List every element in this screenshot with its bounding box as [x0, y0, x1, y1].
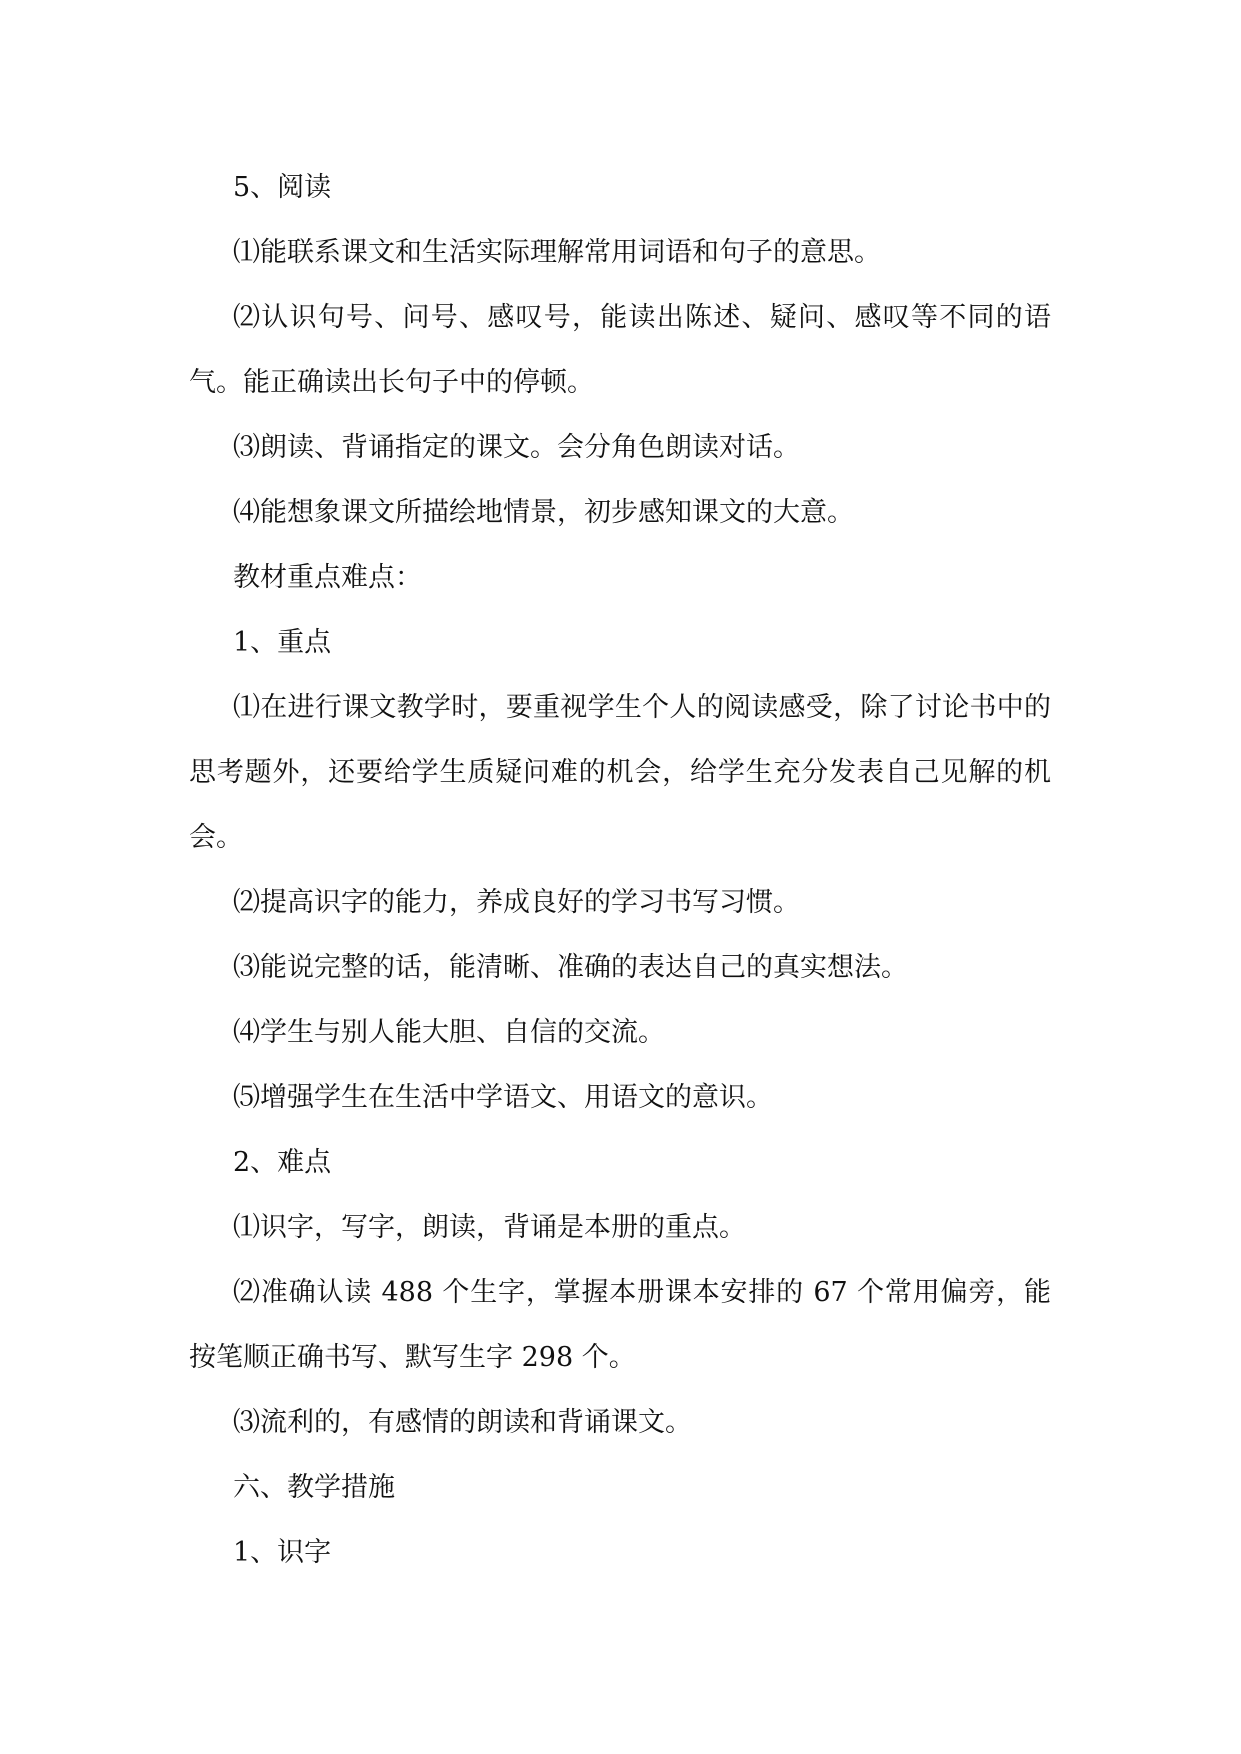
subheading-difficulties: 2、难点: [233, 1147, 332, 1178]
paragraph-difficulty-item-2: ⑵准确认读 488 个生字，掌握本册课本安排的 67 个常用偏旁，能按笔顺正确书写、默写生字 298 个。: [189, 1277, 1051, 1373]
section-heading-key-difficulties: 教材重点难点：: [233, 562, 422, 593]
section-heading-teaching-measures: 六、教学措施: [233, 1472, 395, 1503]
paragraph-key-item-5: ⑸增强学生在生活中学语文、用语文的意识。: [233, 1082, 773, 1113]
paragraph-reading-item-4: ⑷能想象课文所描绘地情景，初步感知课文的大意。: [233, 497, 854, 528]
paragraph-difficulty-item-1: ⑴识字，写字，朗读，背诵是本册的重点。: [233, 1212, 746, 1243]
paragraph-reading-item-2: ⑵认识句号、问号、感叹号，能读出陈述、疑问、感叹等不同的语气。能正确读出长句子中的停顿。: [189, 302, 1051, 398]
document-body: [189, 155, 1051, 1585]
paragraph-key-item-2: ⑵提高识字的能力，养成良好的学习书写习惯。: [233, 887, 800, 918]
subheading-key-points: 1、重点: [233, 627, 332, 658]
section-heading-reading: 5、阅读: [233, 172, 332, 203]
paragraph-reading-item-3: ⑶朗读、背诵指定的课文。会分角色朗读对话。: [233, 432, 800, 463]
paragraph-difficulty-item-3: ⑶流利的，有感情的朗读和背诵课文。: [233, 1407, 692, 1438]
subheading-literacy: 1、识字: [233, 1537, 332, 1568]
paragraph-key-item-3: ⑶能说完整的话，能清晰、准确的表达自己的真实想法。: [233, 952, 908, 983]
paragraph-reading-item-1: ⑴能联系课文和生活实际理解常用词语和句子的意思。: [233, 237, 881, 268]
paragraph-key-item-4: ⑷学生与别人能大胆、自信的交流。: [233, 1017, 665, 1048]
paragraph-key-item-1: ⑴在进行课文教学时，要重视学生个人的阅读感受，除了讨论书中的思考题外，还要给学生质疑问难的机会，给学生充分发表自己见解的机会。: [189, 692, 1051, 853]
